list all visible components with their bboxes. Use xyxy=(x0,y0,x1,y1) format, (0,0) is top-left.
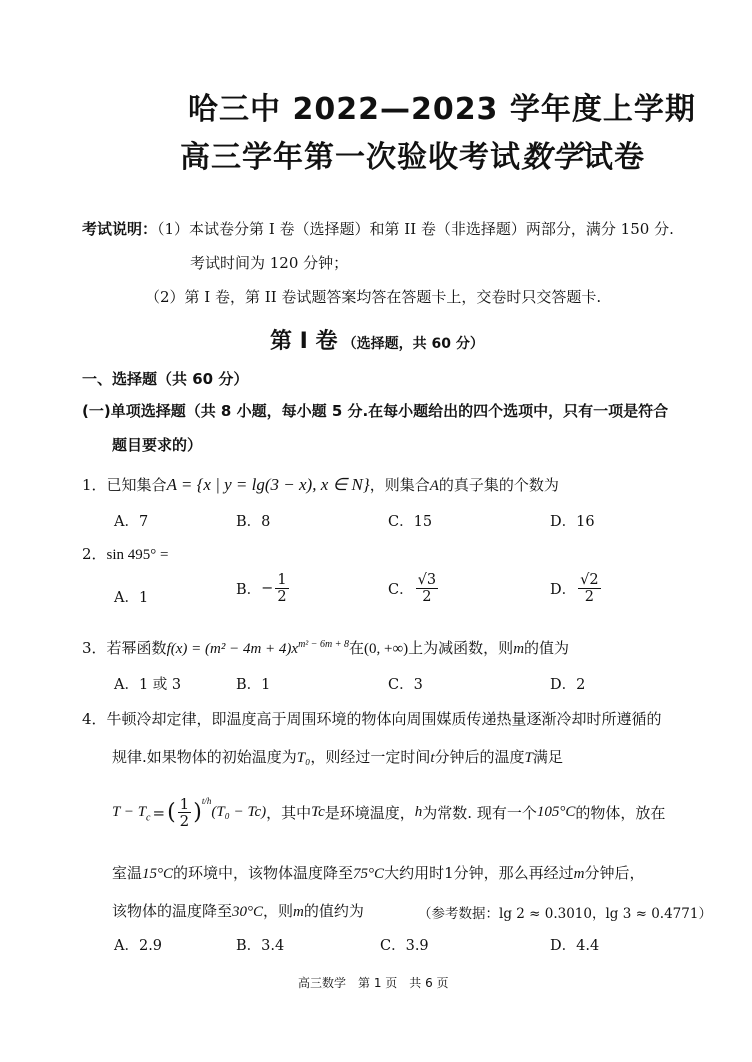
q2-d-num: √2 xyxy=(580,572,599,588)
q2-c-label: C． xyxy=(388,582,414,598)
q2-option-c xyxy=(388,572,440,605)
q2-c-num: √3 xyxy=(417,572,437,588)
q4-T0: T₀ xyxy=(296,750,311,766)
q4-reference-data: （参考数据：lg 2 ≈ 0.3010，lg 3 ≈ 0.4771） xyxy=(418,906,712,922)
q2-expr: sin 495° = xyxy=(106,547,169,563)
q4-option-b: B．3.4 xyxy=(236,938,285,954)
q4-t: t xyxy=(430,750,435,766)
q2-option-a: A．1 xyxy=(114,590,149,606)
section-heading: 一、选择题（共 60 分） xyxy=(82,370,249,388)
page-footer: 高三数学 第 1 页 共 6 页 xyxy=(298,976,449,990)
q3-post: 上为减函数，则 xyxy=(408,639,514,657)
q4-line-4b: 的环境中，该物体温度降至 xyxy=(173,864,354,882)
q3-func: f(x) = (m² − 4m + 4)x xyxy=(166,641,299,657)
q4-temp75: 75°C xyxy=(353,866,385,882)
q2-b-fraction xyxy=(275,572,288,605)
title-line-1: 哈三中 2022—2023 学年度上学期 xyxy=(188,92,696,127)
q4-formula-a: T − T xyxy=(112,804,147,820)
q1-option-b: B．8 xyxy=(236,514,271,530)
question-2 xyxy=(82,543,169,564)
q3-m: m xyxy=(513,641,525,657)
q4-Tc: Tc xyxy=(311,804,325,820)
q1-post2: 的真子集的个数为 xyxy=(438,476,559,494)
q3-option-a: A．1 或 3 xyxy=(114,677,182,693)
subsection-heading-line-2: 题目要求的） xyxy=(112,436,203,454)
q2-d-den: 2 xyxy=(584,589,594,605)
q4-line-2d: 满足 xyxy=(532,748,563,766)
q4-line-5b: ，则 xyxy=(263,902,294,920)
q2-d-label: D． xyxy=(550,582,577,598)
q4-line-4d: 分钟后， xyxy=(584,864,645,882)
q4-option-d: D．4.4 xyxy=(550,938,600,954)
question-3 xyxy=(82,637,569,658)
q4-line-4c: 大约用时1分钟，那么再经过 xyxy=(384,864,574,882)
q1-option-a: A．7 xyxy=(114,514,149,530)
q4-formula-exp: t/h xyxy=(201,796,212,806)
q4-line-2b: ，则经过一定时间 xyxy=(310,748,431,766)
q4-line-5c: 的值约为 xyxy=(303,902,364,920)
q4-line-3c: 为常数. 现有一个 xyxy=(422,804,537,822)
instructions-line-3: （2）第 I 卷，第 II 卷试题答案均答在答题卡上，交卷时只交答题卡. xyxy=(145,288,602,306)
q4-line-3d: 的物体，放在 xyxy=(575,804,666,822)
q2-option-d xyxy=(550,572,603,605)
q4-line-5a: 该物体的温度降至 xyxy=(112,902,233,920)
q1-option-c: C．15 xyxy=(388,514,433,530)
question-4-line-5 xyxy=(112,900,364,921)
q4-formula-eq: = xyxy=(152,803,166,822)
q4-paren-left: ( xyxy=(167,800,176,825)
instructions-label: 考试说明： xyxy=(82,220,158,238)
q4-frac-num: 1 xyxy=(179,795,190,813)
q4-line-2a: 规律.如果物体的初始温度为 xyxy=(112,748,297,766)
q4-line-2c: 分钟后的温度 xyxy=(434,748,525,766)
q4-temp105: 105°C xyxy=(536,804,576,820)
q4-T: T xyxy=(524,750,533,766)
q4-frac-den: 2 xyxy=(179,812,190,830)
title-line-2 xyxy=(180,132,645,176)
q3-option-d: D．2 xyxy=(550,677,586,693)
q4-option-c: C．3.9 xyxy=(380,938,429,954)
question-4-line-2 xyxy=(112,746,563,767)
q4-h: h xyxy=(414,804,423,820)
q1-pre: 已知集合 xyxy=(106,476,167,494)
q4-paren-right: ) xyxy=(193,800,202,825)
q2-d-fraction xyxy=(578,572,600,605)
question-4-line-3 xyxy=(112,796,665,829)
q3-exponent: m² − 6m + 8 xyxy=(298,639,349,650)
q4-option-a: A．2.9 xyxy=(114,938,163,954)
subsection-heading-line-1: (一)单项选择题（共 8 小题，每小题 5 分.在每小题给出的四个选项中，只有一项是符合 xyxy=(82,402,669,420)
volume-subtitle: （选择题，共 60 分） xyxy=(342,336,484,352)
q4-formula-c: c xyxy=(146,812,151,824)
volume-heading xyxy=(270,324,484,355)
q4-line-3a: ，其中 xyxy=(266,804,312,822)
title-line-2-c: 试卷 xyxy=(583,140,645,175)
q1-post: ，则集合 xyxy=(369,476,430,494)
question-number: 4． xyxy=(82,710,107,728)
q2-b-sign: − xyxy=(261,580,274,597)
question-1 xyxy=(82,474,559,495)
q4-temp15: 15°C xyxy=(142,866,174,882)
instructions-line-1 xyxy=(82,218,674,239)
q4-m-2: m xyxy=(293,904,304,920)
q4-m: m xyxy=(573,866,585,882)
q2-b-label: B． xyxy=(236,582,262,598)
question-number: 3． xyxy=(82,639,107,657)
q3-post2: 的值为 xyxy=(524,639,570,657)
q3-interval: (0, +∞) xyxy=(364,641,409,657)
q4-temp30: 30°C xyxy=(232,904,264,920)
q3-option-b: B．1 xyxy=(236,677,271,693)
question-number: 1． xyxy=(82,476,107,494)
q1-set: A = {x | y = lg(3 − x), x ∈ N} xyxy=(166,475,370,494)
q2-b-num: 1 xyxy=(277,572,287,588)
q4-line-3b: 是环境温度， xyxy=(324,804,415,822)
question-number: 2． xyxy=(82,545,107,563)
q4-formula-b: (T₀ − Tc) xyxy=(211,804,267,820)
q3-option-c: C．3 xyxy=(388,677,423,693)
q4-line-4a: 室温 xyxy=(112,864,143,882)
q2-option-b xyxy=(236,572,291,605)
question-4-line-4 xyxy=(112,862,644,883)
title-line-2-a: 高三学年第一次验收考试 xyxy=(180,140,521,175)
q1-A: A xyxy=(429,478,439,494)
instructions-item-1a: （1）本试卷分第 I 卷（选择题）和第 II 卷（非选择题）两部分，满分 150 分. xyxy=(157,220,674,238)
instructions-line-2: 考试时间为 120 分钟； xyxy=(190,254,349,272)
question-4-line-1 xyxy=(82,708,662,729)
q3-mid: 在 xyxy=(349,639,365,657)
q2-c-den: 2 xyxy=(422,589,432,605)
q4-formula-fraction xyxy=(178,796,192,829)
q2-c-fraction xyxy=(416,572,438,605)
q1-option-d: D．16 xyxy=(550,514,595,530)
q4-line-1: 牛顿冷却定律，即温度高于周围环境的物体向周围媒质传递热量逐渐冷却时所遵循的 xyxy=(106,710,662,728)
q2-b-den: 2 xyxy=(277,589,287,605)
q3-pre: 若幂函数 xyxy=(106,639,167,657)
title-line-2-subject: 数学 xyxy=(521,140,583,175)
volume-title: 第 I 卷 xyxy=(270,329,338,354)
